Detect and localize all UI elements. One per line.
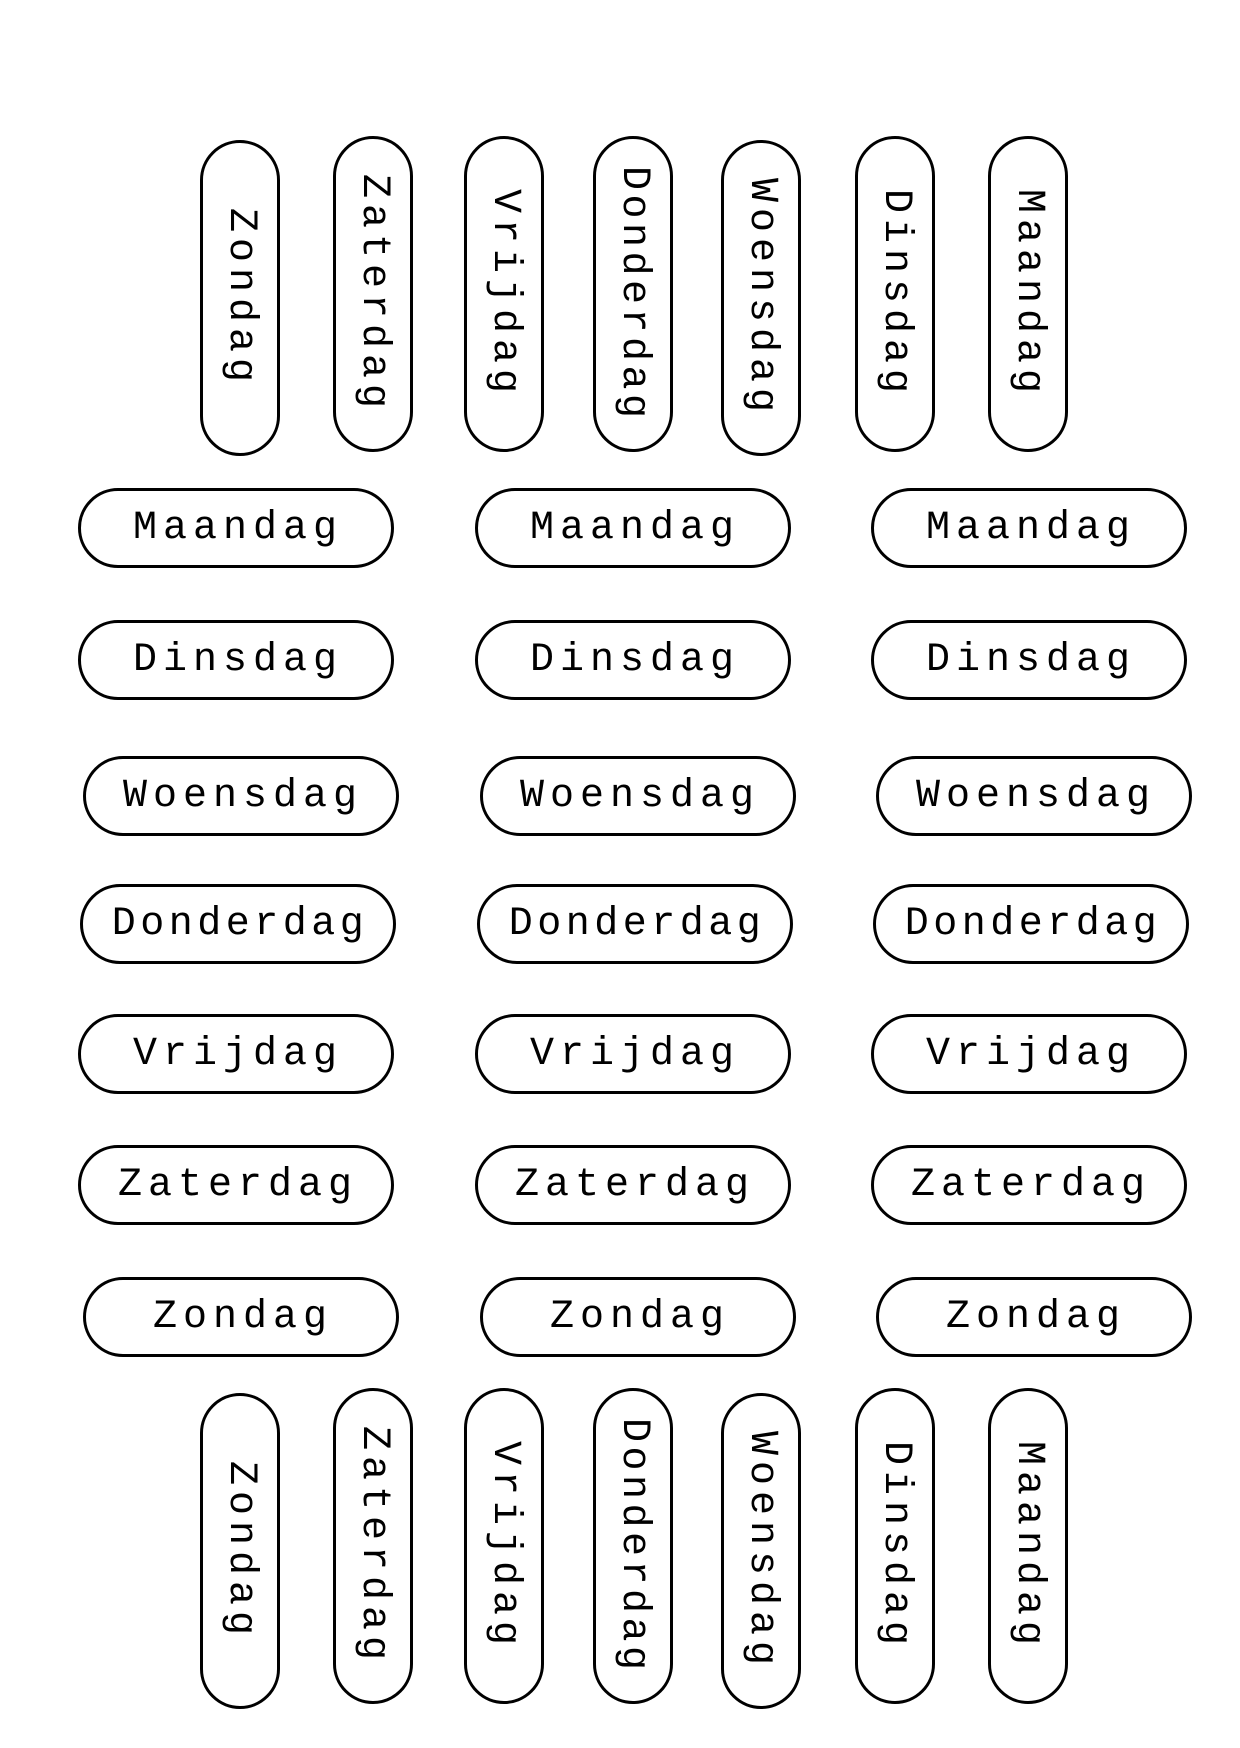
vertical-bottom-label-text: Dinsdag: [873, 1440, 918, 1652]
horizontal-label: Vrijdag: [475, 1014, 791, 1094]
vertical-top-label: [988, 136, 1068, 452]
vertical-top-label-text: Dinsdag: [873, 188, 918, 400]
vertical-bottom-label: [988, 1388, 1068, 1704]
horizontal-label: Zaterdag: [871, 1145, 1187, 1225]
horizontal-label: Zaterdag: [475, 1145, 791, 1225]
horizontal-label: Vrijdag: [78, 1014, 394, 1094]
horizontal-label: Donderdag: [873, 884, 1189, 964]
horizontal-label: Woensdag: [876, 756, 1192, 836]
horizontal-label: Zaterdag: [78, 1145, 394, 1225]
horizontal-label: Woensdag: [83, 756, 399, 836]
vertical-top-label-text: Woensdag: [739, 177, 784, 419]
vertical-bottom-label-text: Donderdag: [611, 1417, 656, 1675]
horizontal-label: Vrijdag: [871, 1014, 1187, 1094]
vertical-bottom-label: [721, 1393, 801, 1709]
horizontal-label: Zondag: [480, 1277, 796, 1357]
horizontal-label: Maandag: [871, 488, 1187, 568]
vertical-top-label: [464, 136, 544, 452]
horizontal-label: Donderdag: [80, 884, 396, 964]
horizontal-label: Maandag: [475, 488, 791, 568]
vertical-bottom-label: [464, 1388, 544, 1704]
horizontal-label: Woensdag: [480, 756, 796, 836]
horizontal-label: Dinsdag: [78, 620, 394, 700]
vertical-top-label: [593, 136, 673, 452]
vertical-top-label: [333, 136, 413, 452]
vertical-top-label-text: Donderdag: [611, 165, 656, 423]
vertical-bottom-label-text: Zondag: [218, 1460, 263, 1642]
vertical-bottom-label-text: Zaterdag: [351, 1425, 396, 1667]
vertical-top-label-text: Maandag: [1006, 188, 1051, 400]
horizontal-label: Zondag: [83, 1277, 399, 1357]
vertical-top-label: [200, 140, 280, 456]
vertical-top-label-text: Vrijdag: [482, 188, 527, 400]
horizontal-label: Dinsdag: [475, 620, 791, 700]
vertical-bottom-label-text: Woensdag: [739, 1430, 784, 1672]
vertical-bottom-label: [855, 1388, 935, 1704]
vertical-bottom-label-text: Vrijdag: [482, 1440, 527, 1652]
horizontal-label: Dinsdag: [871, 620, 1187, 700]
vertical-bottom-label: [333, 1388, 413, 1704]
vertical-bottom-label: [200, 1393, 280, 1709]
horizontal-label: Zondag: [876, 1277, 1192, 1357]
horizontal-label: Maandag: [78, 488, 394, 568]
vertical-top-label: [721, 140, 801, 456]
horizontal-label: Donderdag: [477, 884, 793, 964]
vertical-bottom-label-text: Maandag: [1006, 1440, 1051, 1652]
vertical-top-label: [855, 136, 935, 452]
vertical-top-label-text: Zaterdag: [351, 173, 396, 415]
vertical-top-label-text: Zondag: [218, 207, 263, 389]
vertical-bottom-label: [593, 1388, 673, 1704]
